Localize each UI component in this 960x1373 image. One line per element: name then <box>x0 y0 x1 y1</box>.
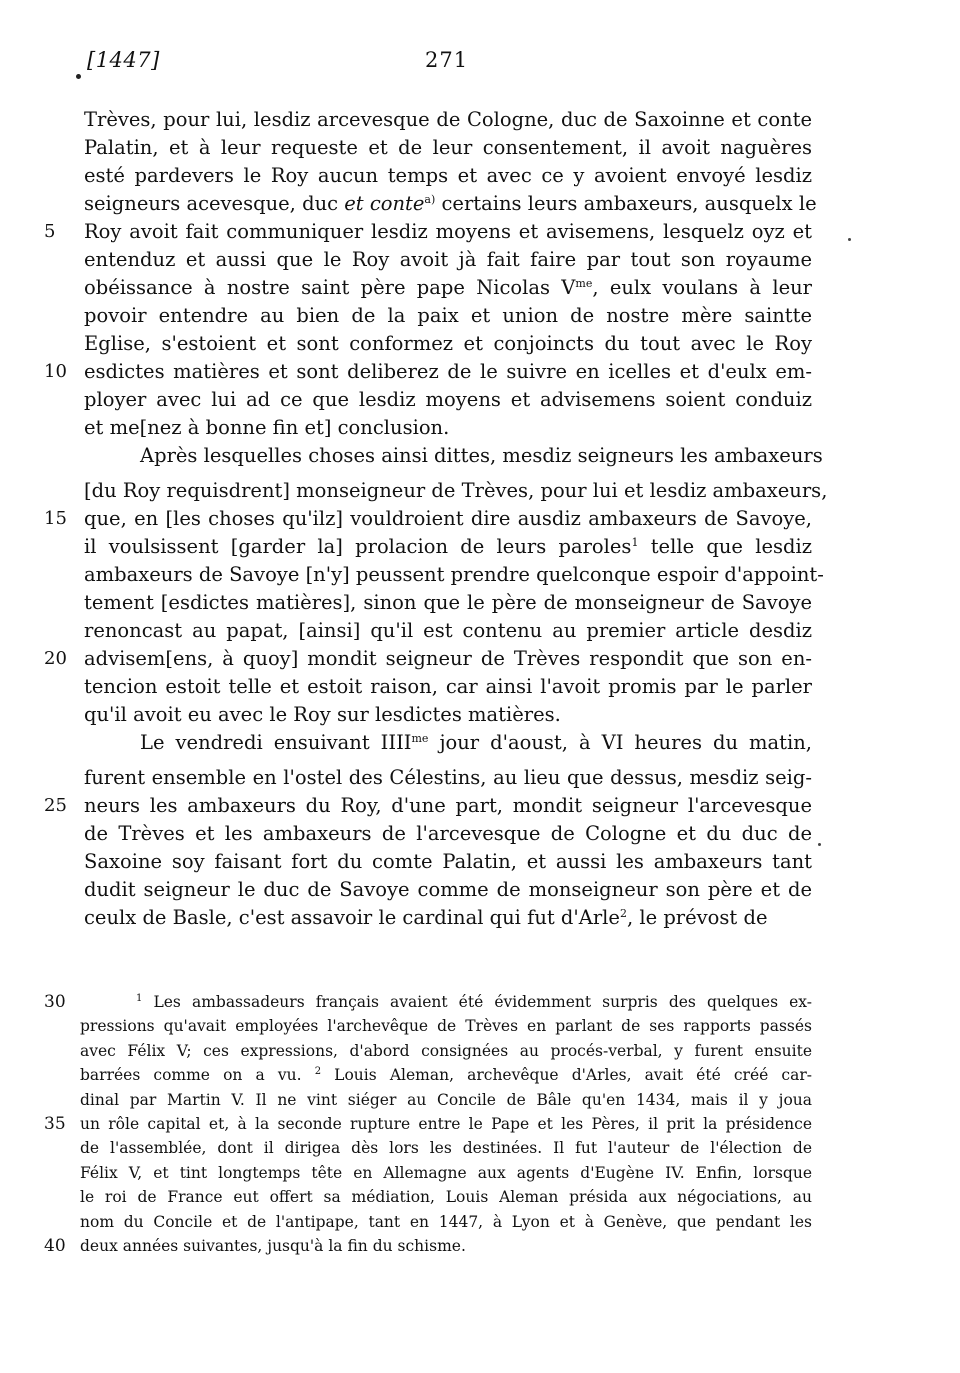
line-number: 15 <box>44 508 67 529</box>
text-line: tencion estoit telle et estoit raison, car ainsi l'avoit promis par le parler <box>84 675 812 698</box>
note-marker: 1 <box>136 993 143 1004</box>
text-line: de Trèves et les ambaxeurs de l'arcevesque de Cologne et du duc de <box>84 822 812 845</box>
text-line <box>140 729 812 757</box>
footnote-line: avec Félix V; ces expressions, d'abord consignées au procés-verbal, y furent ensuite <box>80 1041 812 1060</box>
text-segment: ceulx de Basle, c'est assavoir le cardinal qui fut d'Arle <box>84 906 620 929</box>
scan-speck <box>848 238 851 241</box>
note-marker: me <box>411 732 429 745</box>
text-segment: , eulx voulans à leur <box>592 276 812 299</box>
text-line: Saxoine soy faisant fort du comte Palatin, et aussi les ambaxeurs tant <box>84 850 812 873</box>
line-number: 25 <box>44 795 67 816</box>
note-marker: me <box>575 277 593 290</box>
text-line: Palatin, et à leur requeste et de leur consentement, il avoit naguères <box>84 136 812 159</box>
text-line: et me[nez à bonne fin et] conclusion. <box>84 416 450 439</box>
text-line: furent ensemble en l'ostel des Célestins, au lieu que dessus, mesdiz seig- <box>84 766 812 789</box>
footnote-line: un rôle capital et, à la seconde rupture entre le Pape et les Pères, il prit la présidence <box>80 1115 812 1133</box>
note-marker: a) <box>424 193 436 206</box>
line-number: 20 <box>44 648 67 669</box>
footnote-line: Félix V, et tint longtemps tête en Allemagne aux agents d'Eugène IV. Enfin, lorsque <box>80 1163 812 1182</box>
text-line <box>84 190 817 218</box>
line-number: 30 <box>44 992 66 1012</box>
text-line: Roy avoit fait communiquer lesdiz moyens et avisemens, lesquelz oyz et <box>84 220 812 243</box>
text-line <box>84 533 812 561</box>
running-head-year: [1447] <box>87 48 160 72</box>
text-segment: Louis Aleman, archevêque d'Arles, avait été créé car- <box>321 1066 812 1085</box>
footnote-line: le roi de France eut offert sa médiation, Louis Aleman présida aux négociations, au <box>80 1188 812 1207</box>
text-line: povoir entendre au bien de la paix et union de nostre mère saintte <box>84 304 812 327</box>
scan-speck <box>818 843 821 846</box>
text-line: ambaxeurs de Savoye [n'y] peussent prendre quelconque espoir d'appoint- <box>84 563 824 586</box>
footnote-line <box>136 990 812 1014</box>
text-segment: jour d'aoust, à VI heures du matin, <box>428 731 812 754</box>
footnote-line: de l'assemblée, dont il dirigea dès lors les destinées. Il fut l'auteur de l'élection de <box>80 1139 812 1158</box>
text-line: advisem[ens, à quoy] mondit seigneur de Trèves respondit que son en- <box>84 647 812 670</box>
text-segment: Les ambassadeurs français avaient été évidemment surpris des quelques ex- <box>142 993 812 1011</box>
page-number: 271 <box>425 48 469 72</box>
text-segment: certains leurs ambaxeurs, ausquelx le <box>435 192 817 215</box>
note-marker: 1 <box>631 536 639 549</box>
footnote-line <box>80 1063 812 1087</box>
text-line: dudit seigneur le duc de Savoye comme de monseigneur son père et de <box>84 878 812 901</box>
text-line: Après lesquelles choses ainsi dittes, mesdiz seigneurs les ambaxeurs <box>140 444 823 467</box>
text-segment: seigneurs acevesque, duc <box>84 192 345 215</box>
line-number: 35 <box>44 1114 66 1134</box>
text-segment: telle que lesdiz <box>638 535 813 558</box>
line-number: 40 <box>44 1236 66 1256</box>
footnote-line: dinal par Martin V. Il ne vint siéger au Concile de Bâle qu'en 1434, mais il y joua <box>80 1090 812 1109</box>
text-segment: il voulsissent [garder la] prolacion de leurs paroles <box>84 535 632 558</box>
text-line: [du Roy requisdrent] monseigneur de Trèves, pour lui et lesdiz ambaxeurs, <box>84 479 828 502</box>
footnote-line: pressions qu'avait employées l'archevêque de Trèves en parlant de ses rapports passés <box>80 1017 812 1036</box>
text-line: que, en [les choses qu'ilz] vouldroient dire ausdiz ambaxeurs de Savoye, <box>84 507 812 530</box>
text-line: neurs les ambaxeurs du Roy, d'une part, mondit seigneur l'arcevesque <box>84 794 812 817</box>
text-line: entenduz et aussi que le Roy avoit jà fait faire par tout son royaume <box>84 248 812 271</box>
text-segment: Le vendredi ensuivant IIII <box>140 731 412 754</box>
text-line: renoncast au papat, [ainsi] qu'il est contenu au premier article desdiz <box>84 619 812 642</box>
note-marker: 2 <box>619 907 627 920</box>
text-line: tement [esdictes matières], sinon que le père de monseigneur de Savoye <box>84 591 812 614</box>
footnote-line: nom du Concile et de l'antipape, tant en 1447, à Lyon et à Genève, que pendant les <box>80 1212 812 1231</box>
text-segment: barrées comme on a vu. <box>80 1066 315 1085</box>
footnote-line: deux années suivantes, jusqu'à la fin du schisme. <box>80 1237 466 1255</box>
text-line <box>84 904 812 932</box>
text-line: Eglise, s'estoient et sont conformez et conjoincts du tout avec le Roy <box>84 332 812 355</box>
text-line: esté pardevers le Roy aucun temps et avec ce y avoient envoyé lesdiz <box>84 164 812 187</box>
line-number: 5 <box>44 221 56 242</box>
line-number: 10 <box>44 361 67 382</box>
text-line: qu'il avoit eu avec le Roy sur lesdictes matières. <box>84 703 561 726</box>
text-segment: , le prévost de <box>626 906 768 929</box>
text-line: esdictes matières et sont deliberez de le suivre en icelles et d'eulx em- <box>84 360 812 383</box>
text-segment: obéissance à nostre saint père pape Nicolas V <box>84 276 576 299</box>
text-line <box>84 274 812 302</box>
italic-text: et conte <box>344 192 425 215</box>
note-marker: 2 <box>314 1066 322 1078</box>
text-line: Trèves, pour lui, lesdiz arcevesque de Cologne, duc de Saxoinne et conte <box>84 108 812 131</box>
text-line: ployer avec lui ad ce que lesdiz moyens et advisemens soient conduiz <box>84 388 812 411</box>
header-dot <box>76 74 81 79</box>
